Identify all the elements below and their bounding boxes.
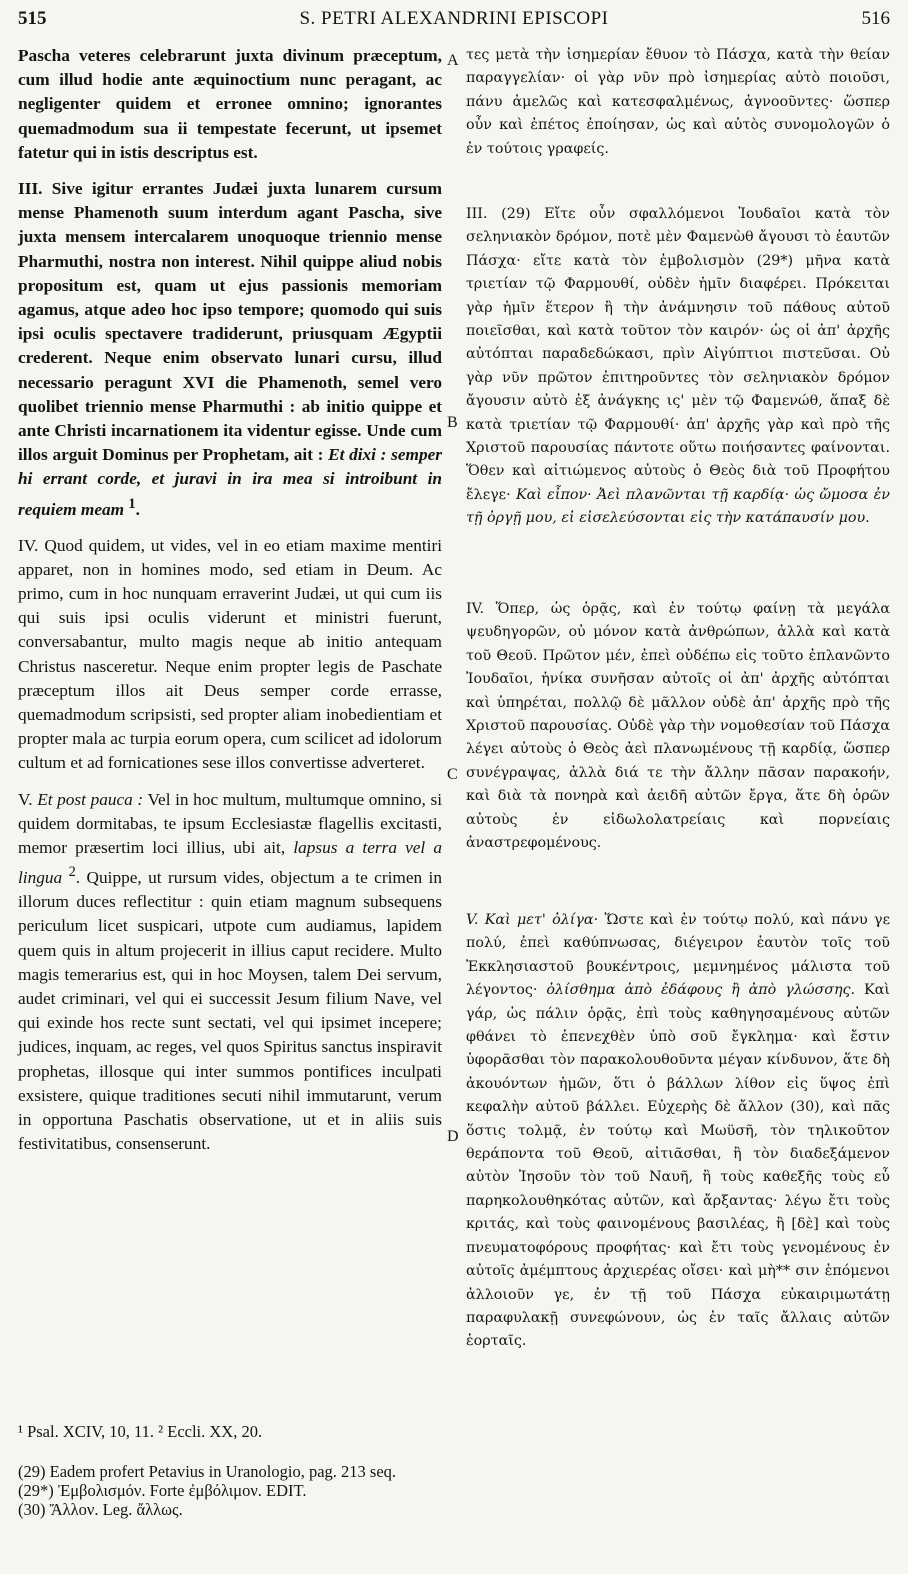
latin-lead: Et post pauca : [37, 789, 144, 809]
right-page-number: 516 [861, 8, 890, 29]
latin-quote: Et dixi : semper hi errant corde, et juravi in ira mea si introibunt in requiem meam [18, 445, 442, 519]
greek-quote: ὀλίσθημα ἀπὸ ἐδάφους ἢ ἀπὸ γλώσσης. [546, 982, 856, 999]
margin-letter-d: D [447, 1128, 459, 1145]
greek-column [466, 44, 890, 1350]
greek-text: Καὶ γάρ, ὡς πάλιν ὁρᾷς, ἐπὶ τοὺς καθηγησαμένους αὐτῶν φθάνει τὸ ἐπενεχθὲν ὑπὸ σοῦ ἔγκλημα· καὶ ἔστιν ὑφορᾶσθαι τὸν παρακολουθοῦντα μέγαν κίνδυνον, ἅτε δὴ ἀκουόντων ἡμῶν, ὅτι ὁ βάλλων λίθον εἰς ὕψος ἐπὶ κεφαλὴν αὐτοῦ βάλλει. Εὐχερὴς δὲ ἄλλον (30), καὶ πᾶς ὅστις τολμᾷ, ἐν τούτῳ καὶ Μωϋσῆ, τὸν τηλικοῦτον θεράποντα τοῦ Θεοῦ, αἰτιᾶσθαι, ἢ τὸν διαδεξάμενον αὐτὸν Ἰησοῦν τὸν τοῦ Ναυῆ, ἢ τοὺς καθεξῆς τοὺς εὖ παρηκολουθηκότας αὐτῶν, καὶ ἄρξαντας· λέγω ἔτι τοὺς κριτάς, καὶ τοὺς φαινομένους βασιλέας, ἢ [δὲ] καὶ τοὺς πνευματοφόρους προφήτας· καὶ ἔτι τοὺς γενομένους ἐν αὐτοῖς ἀμέμπτους ἀρχιερέας οἴσει· καὶ μὴ** σιν ἑπόμενοι ἀλλοιοῦν γε, ἐν τῇ τοῦ Πάσχα εὐκαιριμωτάτῃ παραφυλακῇ συνεφώνουν, ὡς ἐν ταῖς ἄλλαις αὐτῶν ἑορταῖς. [466, 982, 890, 1350]
footnote-marker: 1 [128, 495, 136, 512]
latin-column [18, 44, 442, 1156]
greek-paragraph-3 [466, 203, 890, 531]
scripture-references: ¹ Psal. XCIV, 10, 11. ² Eccli. XX, 20. [18, 1422, 263, 1441]
page-title: S. PETRI ALEXANDRINI EPISCOPI [299, 8, 609, 29]
running-header [18, 8, 890, 38]
latin-paragraph-4 [18, 534, 442, 776]
latin-paragraph-1: Pascha veteres celebrarunt juxta divinum præceptum, cum illud hodie ante æquinoctium nunc peragant, ac negligenter quidem et erronee omnino; ignorantes quemadmodum sua ii tempestate fecerunt, ut ipsemet fatetur qui in istis descriptus est. [18, 46, 442, 162]
footnote-29-star: (29*) Ἐμβολισμόν. Forte ἐμβόλιμον. EDIT. [18, 1481, 307, 1500]
section-number: III. [18, 179, 43, 199]
margin-letter-b: B [447, 414, 458, 431]
greek-quote: Καὶ εἶπον· Ἀεὶ πλανῶνται τῇ καρδίᾳ· ὡς ὤμοσα ἐν τῇ ὀργῇ μου, εἰ εἰσελεύσονται εἰς τὴν κατάπαυσίν μου. [466, 486, 890, 527]
footnote-marker: 2 [68, 864, 76, 881]
latin-text: Sive igitur errantes Judæi juxta lunarem cursum mense Phamenoth suum interdum agant Pascha, sive juxta mensem intercalarem unoquoque triennio mense Pharmuthi, nostra non interest. Nihil quippe aliud nobis propositum est, quam ut ejus passionis memoriam agamus, atque adeo hoc ipso tempore; quomodo qui suis ipsi oculis spectavere tradiderunt, priusquam Ægyptii crederent. Neque enim observato lunari cursu, illud necessario peragunt XVI die Phamenoth, semel vero quolibet triennio mense Pharmuthi : ab initio quippe et ante Christi incarnationem ita videntur egisse. Unde cum illos arguit Dominus per Prophetam, ait : [18, 179, 442, 465]
greek-text: III. (29) Εἴτε οὖν σφαλλόμενοι Ἰουδαῖοι κατὰ τὸν σεληνιακὸν δρόμον, ποτὲ μὲν Φαμενὼθ ἄγουσι τὸ ἑαυτῶν Πάσχα· εἴτε κατὰ τὸν ἐμβολισμὸν (29*) μῆνα κατὰ τριετίαν τῷ Φαρμουθί, οὐδὲν ἡμῖν διαφέρει. Πρόκειται γὰρ ἡμῖν ἕτερον ἢ τὴν ἀνάμνησιν τοῦ πάθους αὐτοῦ ποιεῖσθαι, καὶ κατὰ τοῦτον τὸν καιρόν· ὡς οἱ ἀπ' ἀρχῆς αὐτόπται παραδεδώκασι, πρὶν Αἰγύπτιοι πιστεῦσαι. Οὐ γὰρ νῦν πρῶτον ἐπιτηροῦντες τὸν σεληνιακὸν δρόμον ἄγουσιν αὐτὸ ἐξ ἀνάγκης ις' μὲν τῷ Φαμενώθ, ἅπαξ δὲ κατὰ τριετίαν τῷ Φαρμουθί· ἀπ' ἀρχῆς γὰρ καὶ πρὸ τῆς Χριστοῦ παρουσίας πάντοτε οὕτω ποιήσαντες φαίνονται. Ὅθεν καὶ αἰτιώμενος αὐτοὺς ὁ Θεὸς διὰ τοῦ Προφήτου ἔλεγε· [466, 206, 890, 503]
latin-quote: lapsus a terra vel a lingua [18, 838, 442, 888]
latin-paragraph-5: V. Et post pauca : Vel in hoc multum, multumque omnino, si quidem dormitabas, te ipsum Ecclesiastæ flagellis excitasti, memor præsertim loci illius, ubi ait, lapsus a terra vel a lingua $^2$. Quippe, ut rursum vides, objectum a te crimen in illorum duces reflectitur : quin etiam magnum subsequens periculum licet suspicari, utpote cum audiamus, lapidem quem quis in altum projecerit in illius caput recidere. Multo magis temerarius est, qui in hoc Moysen, talem Dei servum, audet criminari, vel qui ei successit Jesum filium Nave, vel qui exinde hos recte sunt sectati, vel qui ipsimet incepere; judices, inquam, ac reges, vel quos Spiritus sanctus inspiravit prophetas, illosque qui inter summos pontifices inculpati exsistere, quique traditiones secuti nihil immutarunt, verum in opportuna Paschatis observatione, ut et in aliis suis festivitatibus, consenserunt. [18, 789, 443, 1154]
greek-paragraph-4: IV. Ὅπερ, ὡς ὁρᾷς, καὶ ἐν τούτῳ φαίνῃ τὰ μεγάλα ψευδηγορῶν, οὐ μόνον κατὰ ἀνθρώπων, ἀλλὰ καὶ κατὰ τοῦ Θεοῦ. Πρῶτον μέν, ἐπεὶ οὐδέπω εἰς τοῦτο ἐπλανῶντο Ἰουδαῖοι, ἡνίκα συνῆσαν αὐτοῖς οἱ ἀπ' ἀρχῆς αὐτόπται καὶ ὑπηρέται, πολλῷ δὲ μᾶλλον οὐδὲ ἀπ' ἀρχῆς πρὸ τῆς Χριστοῦ παρουσίας. Οὐδὲ γὰρ τὴν νομοθεσίαν τοῦ Πάσχα λέγει αὐτοὺς ὁ Θεὸς ἀεὶ πλανωμένους τῇ καρδίᾳ, ὥσπερ συνέγραψας, ἀλλὰ διά τε τὴν ἄλλην πᾶσαν παρακοήν, καὶ διὰ τὰ πονηρὰ καὶ ἀειδῆ αὐτῶν ἔργα, ἅτε δὴ ὁρῶν αὐτοὺς ἐν εἰδωλολατρείαις καὶ πορνείαις ἀναστρεφομένους. [466, 601, 890, 852]
latin-text: Quippe, ut rursum vides, objectum a te crimen in illorum duces reflectitur : quin etiam magnum subsequens periculum licet suspicari, utpote cum audiamus, lapidem quem quis in altum projecerit in illius caput recidere. Multo magis temerarius est, qui in hoc Moysen, talem Dei servum, audet criminari, vel qui ei successit Jesum filium Nave, vel qui exinde hos recte sunt sectati, vel qui ipsimet incepere; judices, inquam, ac reges, vel quos Spiritus sanctus inspiravit prophetas, illosque qui inter summos pontifices inculpati exsistere, quique traditiones secuti nihil immutarunt, verum in opportuna Paschatis observatione, ut et in aliis suis festivitatibus, consenserunt. [18, 868, 443, 1154]
margin-letter-c: C [447, 766, 458, 783]
footnote-29: (29) Eadem profert Petavius in Uranologio, pag. 213 seq. [18, 1462, 397, 1481]
greek-lead: V. Καὶ μετ' ὀλίγα· [466, 912, 599, 928]
greek-text: Ὥστε καὶ ἐν τούτῳ πολύ, καὶ πάνυ γε πολύ, ἐπεὶ καθύπνωσας, διέγειρον ἑαυτὸν τοῖς τοῦ Ἐκκλησιαστοῦ βουκέντροις, μεμνημένος μάλιστα τοῦ λέγοντος· [466, 912, 890, 999]
latin-text: Vel in hoc multum, multumque omnino, si quidem dormitabas, te ipsum Ecclesiastæ flagellis excitasti, memor præsertim loci illius, ubi ait, [18, 789, 442, 858]
greek-paragraph-5 [466, 909, 890, 1354]
latin-text: Quod quidem, ut vides, vel in eo etiam maxime mentiri apparet, non in homines modo, sed etiam in Deum. Ac primo, cum in hoc nunquam erraverint Judæi, ut qui cum iis qui suis ipsi oculis viderunt et ministri fuerunt, conversabantur, multo magis neque ab initio antequam Christus nasceretur. Neque enim propter legis de Paschate præceptum illos ait Deus semper corde errasse, quemadmodum scripsisti, sed propter aliam inobedientiam et propter mala ac turpia eorum opera, cum scilicet ad idolorum cultum et ad fornicationes sese illos convertisse adverteret. [18, 535, 442, 773]
section-number: IV. [18, 535, 39, 555]
footnote-30: (30) Ἄλλον. Leg. ἄλλως. [18, 1500, 183, 1519]
latin-paragraph-3: III. Sive igitur errantes Judæi juxta lunarem cursum mense Phamenoth suum interdum agant Pascha, sive juxta mensem intercalarem unoquoque triennio mense Pharmuthi, nostra non interest. Nihil quippe aliud nobis propositum est, quam ut ejus passionis memoriam agamus, atque adeo hoc ipso tempore; quomodo qui suis ipsi oculis spectavere tradiderunt, priusquam Ægyptii crederent. Neque enim observato lunari cursu, illud necessario peragunt XVI die Phamenoth, semel vero quolibet triennio mense Pharmuthi : ab initio quippe et ante Christi incarnationem ita videntur egisse. Unde cum illos arguit Dominus per Prophetam, ait : Et dixi : semper hi errant corde, et juravi in ira mea si introibunt in requiem meam $^1$. [18, 179, 442, 519]
greek-paragraph-1: τες μετὰ τὴν ἰσημερίαν ἔθυον τὸ Πάσχα, κατὰ τὴν θείαν παραγγελίαν· οἱ γὰρ νῦν πρὸ ἰσημερίας αὐτὸ ποιοῦσι, πάνυ ἀμελῶς καὶ κατεσφαλμένως, ἀγνοοῦντες· ὥσπερ οὖν καὶ ἐπέτος ἐποίησαν, ὡς καὶ αὐτὸς συνομολογῶν ὁ ἐν τούτοις γραφείς. [466, 47, 890, 157]
margin-letter-a: A [447, 52, 459, 69]
left-page-number: 515 [18, 8, 47, 29]
section-number: V. [18, 789, 33, 809]
